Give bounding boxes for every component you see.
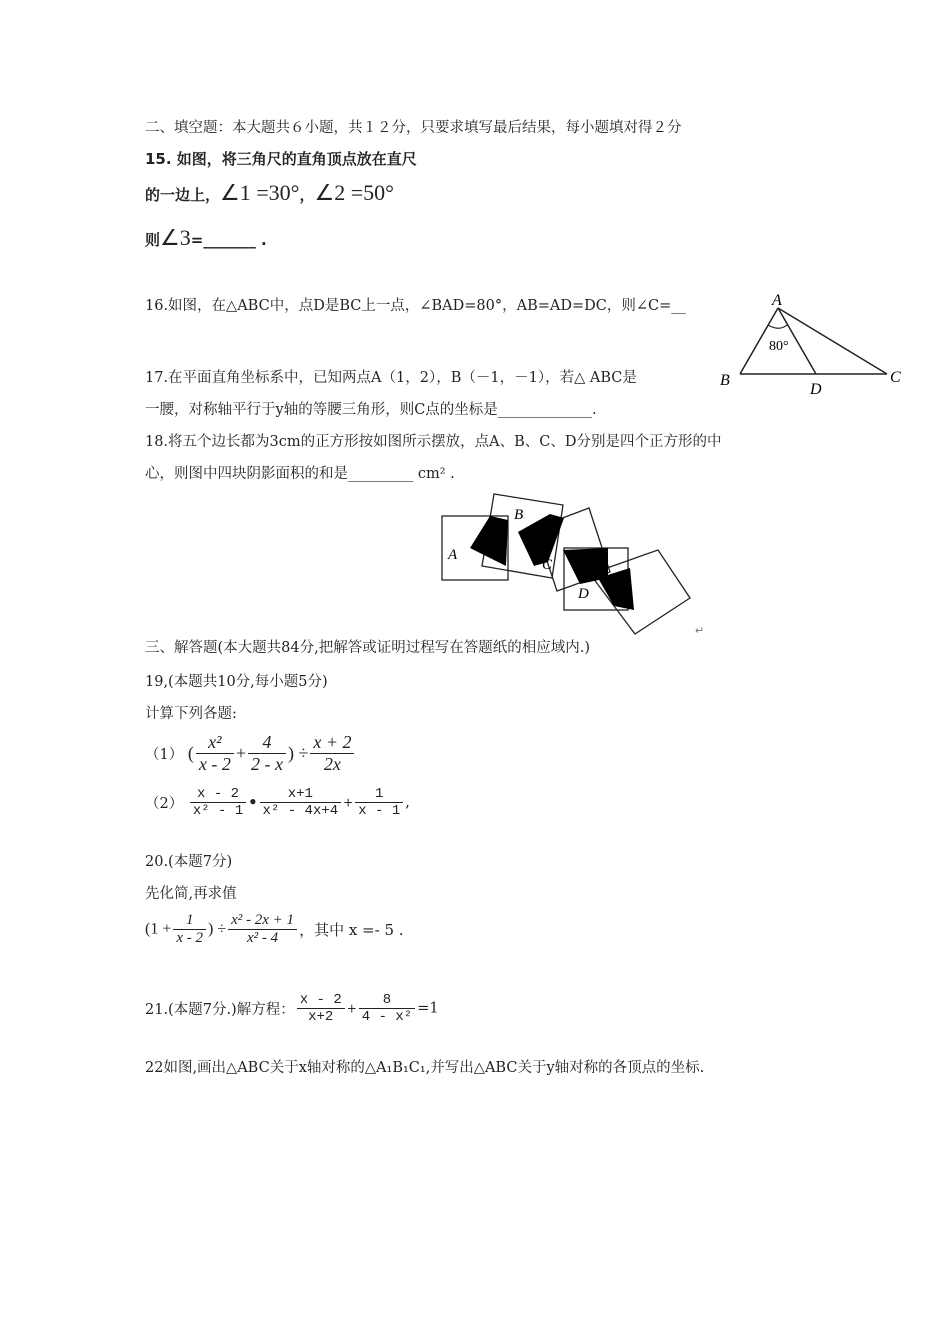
q17-line1: 17.在平面直角坐标系中，已知两点A（1，2），B（－1，－1），若△ ABC是 [145, 370, 637, 386]
q21-f2-num: 8 [359, 992, 415, 1009]
q20-tail: ，其中 x =- 5 . [299, 921, 404, 939]
q19-p2-plus: + [343, 795, 354, 810]
q19-p2-end: , [405, 794, 410, 811]
q19-p2-f3-den: x - 1 [358, 803, 401, 819]
q16-triangle-figure [712, 288, 912, 398]
q18-squares-figure [430, 486, 720, 636]
q18-line2: 心，则图中四块阴影面积的和是_________ cm² . [145, 466, 455, 482]
q19-p1-label: （1） [145, 747, 184, 763]
q20-expression [145, 912, 404, 947]
q20-f1-num: 1 [173, 912, 206, 930]
q16-label-b: B [720, 372, 730, 389]
q19-p1-f3-num: x + 2 [310, 732, 354, 754]
q18-label-c: C [542, 557, 553, 573]
section-2-header: 二、填空题：本大题共６小题，共１２分，只要求填写最后结果，每小题填对得２分 [145, 120, 682, 136]
q19-p2-frac2 [260, 786, 342, 819]
q20-title: 20.(本题7分) [145, 854, 233, 870]
q19-p2-f3-num: 1 [355, 786, 403, 803]
q16-angle-arc [768, 324, 788, 328]
q19-p1-open: ( [187, 743, 194, 763]
q21-plus: + [346, 1001, 357, 1016]
q19-p1-f2-den: 2 - x [250, 754, 283, 774]
q19-p1-close-div: ) ÷ [287, 743, 309, 763]
q19-p2-dot: • [248, 794, 258, 811]
q15-angle3: ∠3 [160, 225, 191, 250]
q21-frac2 [359, 992, 415, 1025]
q16-label-a: A [772, 292, 782, 309]
q20-f2-den: x² - 4 [247, 930, 279, 946]
q15-sep: ， [299, 186, 315, 204]
q15-line3-suffix: =_______ . [190, 231, 267, 249]
q19-part2 [145, 786, 410, 819]
q16-label-d: D [810, 381, 822, 398]
q19-p1-f2-num: 4 [248, 732, 286, 754]
q21-prefix: 21.(本题7分.)解方程： [145, 1002, 295, 1018]
q19-p1-frac2 [248, 732, 286, 775]
q21-f2-den: 4 - x² [361, 1009, 413, 1025]
q15-line2 [145, 180, 394, 206]
q19-title: 19,(本题共10分,每小题5分) [145, 674, 328, 690]
q15-angle2: ∠2 =50° [314, 180, 394, 205]
q16-label-c: C [890, 369, 901, 386]
q18-label-d: D [578, 586, 589, 602]
q15-line2-prefix: 的一边上， [145, 186, 221, 204]
q15-line1: 15. 如图，将三角尺的直角顶点放在直尺 [145, 150, 417, 168]
q16-angle-label: 80° [769, 339, 789, 354]
q20-frac1 [173, 912, 206, 947]
q22-text: 22如图,画出△ABC关于x轴对称的△A₁B₁C₁,并写出△ABC关于y轴对称的各顶点的坐标. [145, 1060, 705, 1076]
q20-frac2 [228, 912, 297, 947]
q18-label-a: A [448, 547, 458, 563]
q19-p2-frac3 [355, 786, 403, 819]
q20-open: (1 + [145, 920, 172, 938]
q19-p2-f1-den: x² - 1 [192, 803, 244, 819]
q19-p1-frac3 [310, 732, 354, 775]
q19-instruction: 计算下列各题: [145, 706, 237, 722]
q18-shade-1 [470, 516, 508, 566]
q19-p2-f2-den: x² - 4x+4 [262, 803, 339, 819]
q19-p2-frac1 [190, 786, 246, 819]
q21-eq: =1 [417, 1000, 439, 1017]
q19-p1-f1-den: x - 2 [198, 754, 231, 774]
q19-p1-f1-num: x² [196, 732, 234, 754]
q19-p1-f3-den: 2x [323, 754, 341, 774]
q19-p2-label: （2） [145, 796, 184, 812]
q21-equation [145, 992, 439, 1025]
q19-p2-f1-num: x - 2 [190, 786, 246, 803]
q19-p2-f2-num: x+1 [260, 786, 342, 803]
q20-f1-den: x - 2 [176, 930, 204, 946]
q15-line3 [145, 225, 267, 251]
q15-angle1: ∠1 =30° [220, 180, 300, 205]
q17-line2: 一腰，对称轴平行于y轴的等腰三角形，则C点的坐标是_____________. [145, 402, 597, 418]
q20-div: ) ÷ [208, 920, 227, 938]
q20-instruction: 先化简,再求值 [145, 886, 237, 902]
q21-frac1 [297, 992, 345, 1025]
q21-f1-den: x+2 [308, 1009, 334, 1025]
q18-label-b: B [514, 507, 524, 523]
q15-line3-prefix: 则 [145, 231, 161, 249]
q16-side-ac [778, 308, 887, 374]
q19-p1-frac1 [196, 732, 234, 775]
section-3-header: 三、解答题(本大题共84分,把解答或证明过程写在答题纸的相应域内.) [145, 640, 590, 656]
q20-f2-num: x² - 2x + 1 [228, 912, 297, 930]
q19-p1-plus: + [235, 743, 246, 763]
q21-f1-num: x - 2 [297, 992, 345, 1009]
q16-text: 16.如图，在△ABC中，点D是BC上一点，∠BAD=80°，AB=AD=DC，则∠C=__ [145, 298, 686, 314]
q18-return-mark: ↵ [695, 625, 705, 636]
q18-line1: 18.将五个边长都为3cm的正方形按如图所示摆放，点A、B、C、D分别是四个正方形的中 [145, 434, 722, 450]
q19-part1 [145, 732, 356, 775]
